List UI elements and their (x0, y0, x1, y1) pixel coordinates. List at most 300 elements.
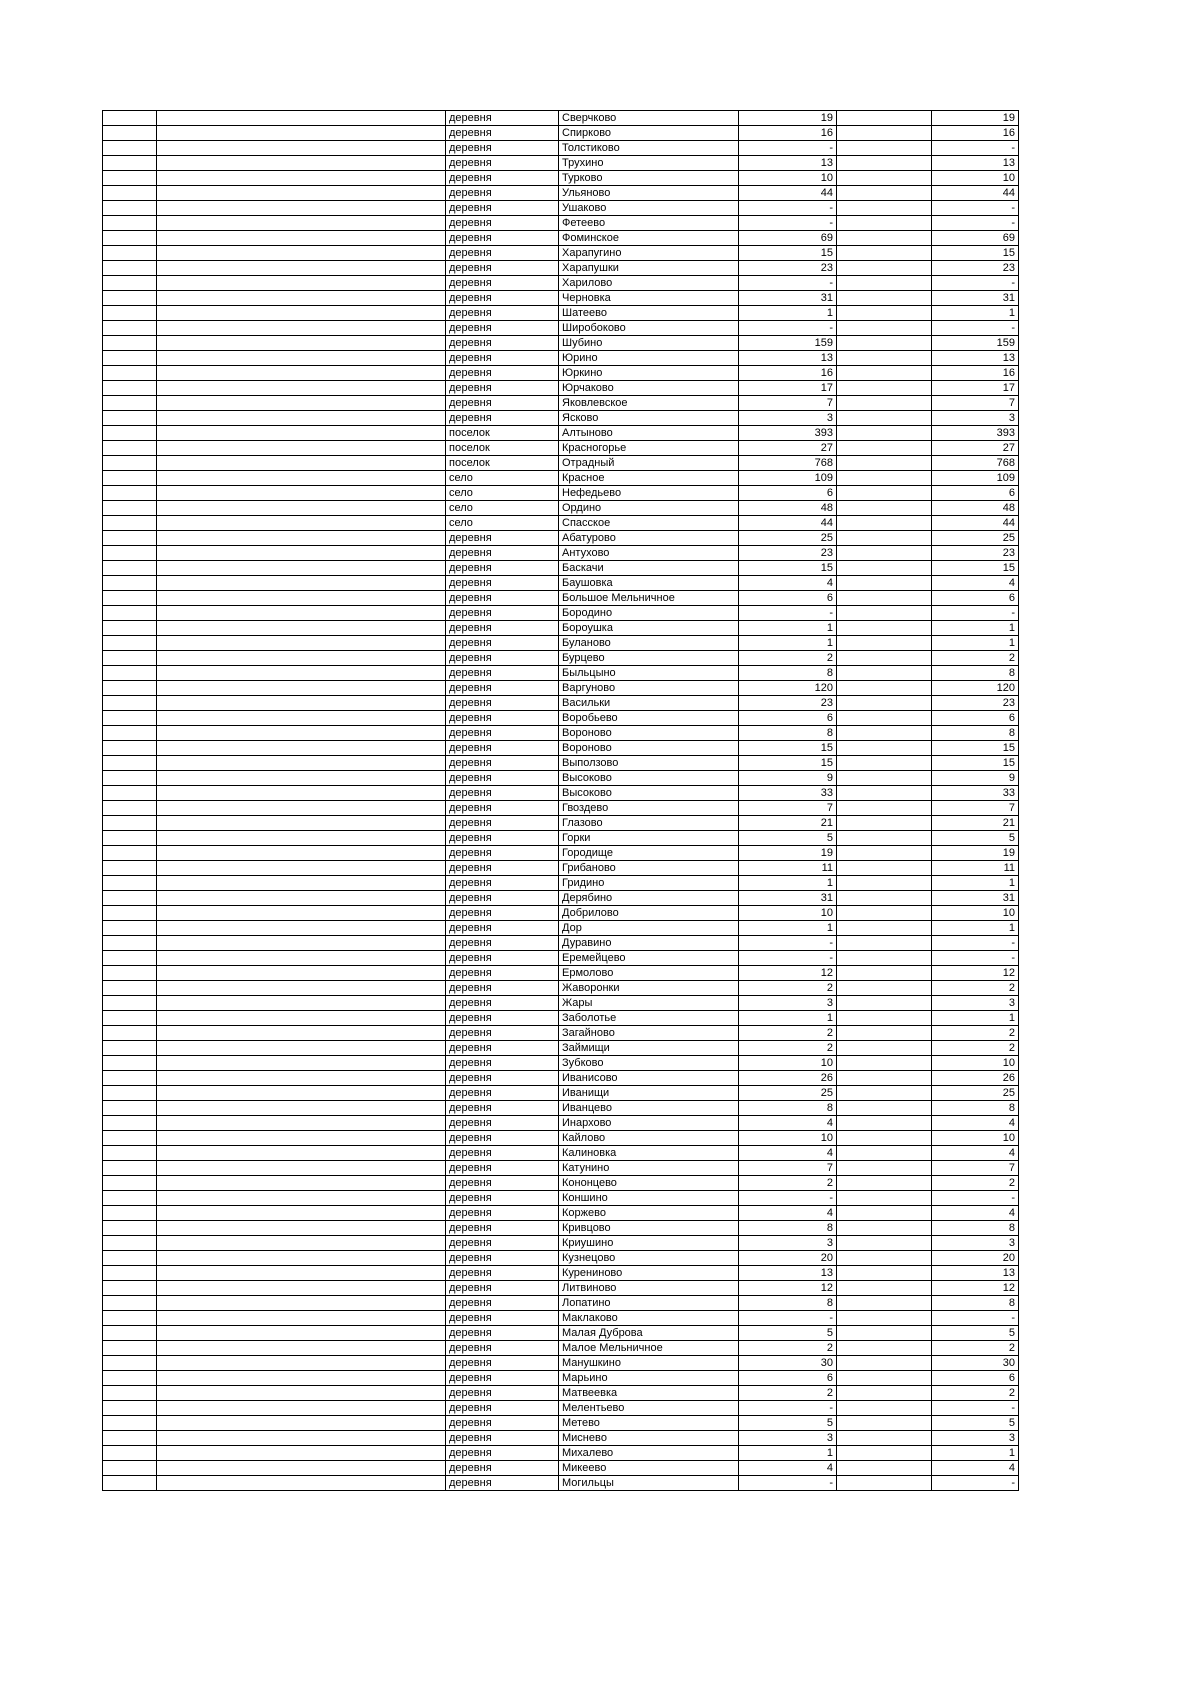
row-blank-cell (157, 126, 446, 141)
row-blank-cell (157, 1431, 446, 1446)
settlement-name-cell: Воробьево (559, 711, 739, 726)
settlement-type-cell: деревня (446, 711, 559, 726)
row-blank-cell (103, 1146, 157, 1161)
row-blank-cell (837, 246, 932, 261)
settlement-type-cell: деревня (446, 1266, 559, 1281)
row-blank-cell (103, 591, 157, 606)
settlement-name-cell: Иванисово (559, 1071, 739, 1086)
settlement-type-cell: деревня (446, 636, 559, 651)
settlement-type-cell: деревня (446, 201, 559, 216)
row-blank-cell (157, 561, 446, 576)
row-blank-cell (157, 1401, 446, 1416)
population-total-cell: 33 (739, 786, 837, 801)
row-blank-cell (157, 426, 446, 441)
settlement-type-cell: деревня (446, 831, 559, 846)
settlement-type-cell: деревня (446, 1371, 559, 1386)
settlement-name-cell: Ясково (559, 411, 739, 426)
population-total-cell: 5 (739, 1416, 837, 1431)
population-total-cell: 5 (739, 1326, 837, 1341)
row-blank-cell (157, 996, 446, 1011)
row-blank-cell (157, 771, 446, 786)
row-blank-cell (103, 156, 157, 171)
table-row (103, 1071, 1019, 1086)
settlement-type-cell: деревня (446, 231, 559, 246)
population-value-cell: 1 (932, 876, 1019, 891)
population-total-cell: 2 (739, 1341, 837, 1356)
row-blank-cell (103, 1461, 157, 1476)
table-row (103, 1341, 1019, 1356)
row-blank-cell (837, 501, 932, 516)
settlement-name-cell: Красногорье (559, 441, 739, 456)
settlements-table (102, 110, 1019, 1491)
row-blank-cell (837, 741, 932, 756)
row-blank-cell (103, 1176, 157, 1191)
row-blank-cell (837, 171, 932, 186)
row-blank-cell (103, 1116, 157, 1131)
settlement-type-cell: деревня (446, 966, 559, 981)
settlement-type-cell: деревня (446, 1416, 559, 1431)
row-blank-cell (837, 366, 932, 381)
population-total-cell: 23 (739, 696, 837, 711)
settlement-type-cell: деревня (446, 1146, 559, 1161)
table-row (103, 561, 1019, 576)
row-blank-cell (157, 351, 446, 366)
settlement-type-cell: деревня (446, 1251, 559, 1266)
settlement-name-cell: Загайново (559, 1026, 739, 1041)
population-value-cell: 2 (932, 1341, 1019, 1356)
settlement-type-cell: деревня (446, 1326, 559, 1341)
settlement-name-cell: Спирково (559, 126, 739, 141)
population-total-cell: 4 (739, 1116, 837, 1131)
row-blank-cell (837, 261, 932, 276)
table-row (103, 126, 1019, 141)
settlement-type-cell: деревня (446, 1311, 559, 1326)
settlement-type-cell: деревня (446, 651, 559, 666)
row-blank-cell (157, 111, 446, 126)
row-blank-cell (837, 351, 932, 366)
table-row (103, 171, 1019, 186)
table-row (103, 1431, 1019, 1446)
population-total-cell: 4 (739, 576, 837, 591)
row-blank-cell (103, 981, 157, 996)
population-value-cell: 4 (932, 1461, 1019, 1476)
population-value-cell: 8 (932, 1221, 1019, 1236)
row-blank-cell (157, 1086, 446, 1101)
settlement-type-cell: деревня (446, 366, 559, 381)
table-row (103, 366, 1019, 381)
table-row (103, 981, 1019, 996)
row-blank-cell (157, 966, 446, 981)
table-row (103, 1476, 1019, 1491)
settlement-type-cell: деревня (446, 816, 559, 831)
table-row (103, 156, 1019, 171)
population-total-cell: 10 (739, 1056, 837, 1071)
population-value-cell: 109 (932, 471, 1019, 486)
settlement-type-cell: деревня (446, 1131, 559, 1146)
row-blank-cell (157, 1191, 446, 1206)
settlement-type-cell: деревня (446, 1281, 559, 1296)
settlement-type-cell: деревня (446, 546, 559, 561)
settlement-type-cell: деревня (446, 276, 559, 291)
population-total-cell: 4 (739, 1461, 837, 1476)
row-blank-cell (837, 1101, 932, 1116)
row-blank-cell (157, 1236, 446, 1251)
row-blank-cell (157, 291, 446, 306)
population-value-cell: 1 (932, 621, 1019, 636)
row-blank-cell (157, 951, 446, 966)
population-value-cell: 11 (932, 861, 1019, 876)
table-row (103, 1401, 1019, 1416)
row-blank-cell (157, 921, 446, 936)
settlement-name-cell: Еремейцево (559, 951, 739, 966)
population-total-cell: 10 (739, 906, 837, 921)
table-row (103, 1386, 1019, 1401)
population-value-cell: 1 (932, 921, 1019, 936)
settlement-type-cell: деревня (446, 1461, 559, 1476)
row-blank-cell (837, 831, 932, 846)
population-value-cell: 20 (932, 1251, 1019, 1266)
table-row (103, 456, 1019, 471)
table-row (103, 1236, 1019, 1251)
settlement-type-cell: село (446, 471, 559, 486)
row-blank-cell (103, 276, 157, 291)
settlement-type-cell: деревня (446, 801, 559, 816)
population-total-cell: 3 (739, 996, 837, 1011)
settlement-type-cell: деревня (446, 351, 559, 366)
settlement-type-cell: деревня (446, 861, 559, 876)
row-blank-cell (157, 201, 446, 216)
row-blank-cell (837, 816, 932, 831)
population-value-cell: 44 (932, 516, 1019, 531)
row-blank-cell (103, 1026, 157, 1041)
row-blank-cell (103, 756, 157, 771)
row-blank-cell (157, 786, 446, 801)
population-total-cell: 3 (739, 411, 837, 426)
table-row (103, 1011, 1019, 1026)
population-total-cell: 8 (739, 1221, 837, 1236)
settlement-type-cell: деревня (446, 306, 559, 321)
row-blank-cell (837, 801, 932, 816)
settlement-type-cell: деревня (446, 141, 559, 156)
table-row (103, 351, 1019, 366)
settlement-type-cell: деревня (446, 111, 559, 126)
row-blank-cell (157, 516, 446, 531)
row-blank-cell (157, 1281, 446, 1296)
population-total-cell: 12 (739, 966, 837, 981)
population-total-cell: 2 (739, 981, 837, 996)
settlement-name-cell: Вороново (559, 726, 739, 741)
row-blank-cell (837, 1296, 932, 1311)
row-blank-cell (837, 1251, 932, 1266)
table-row (103, 1461, 1019, 1476)
row-blank-cell (103, 696, 157, 711)
settlement-type-cell: поселок (446, 456, 559, 471)
settlement-type-cell: деревня (446, 186, 559, 201)
settlement-type-cell: деревня (446, 1176, 559, 1191)
population-total-cell: - (739, 1311, 837, 1326)
settlement-type-cell: деревня (446, 606, 559, 621)
population-value-cell: 15 (932, 741, 1019, 756)
settlement-type-cell: деревня (446, 741, 559, 756)
population-total-cell: 2 (739, 1176, 837, 1191)
row-blank-cell (103, 216, 157, 231)
row-blank-cell (837, 1086, 932, 1101)
population-value-cell: 27 (932, 441, 1019, 456)
table-row (103, 1176, 1019, 1191)
population-total-cell: 8 (739, 1296, 837, 1311)
settlement-name-cell: Выползово (559, 756, 739, 771)
settlement-type-cell: поселок (446, 426, 559, 441)
row-blank-cell (837, 891, 932, 906)
population-value-cell: - (932, 606, 1019, 621)
settlement-name-cell: Матвеевка (559, 1386, 739, 1401)
settlement-type-cell: деревня (446, 381, 559, 396)
population-total-cell: 13 (739, 351, 837, 366)
row-blank-cell (103, 1071, 157, 1086)
row-blank-cell (103, 636, 157, 651)
population-value-cell: 6 (932, 486, 1019, 501)
row-blank-cell (837, 1071, 932, 1086)
row-blank-cell (837, 996, 932, 1011)
population-value-cell: 10 (932, 171, 1019, 186)
row-blank-cell (157, 1461, 446, 1476)
row-blank-cell (157, 906, 446, 921)
row-blank-cell (157, 546, 446, 561)
population-value-cell: 15 (932, 561, 1019, 576)
population-value-cell: 8 (932, 1296, 1019, 1311)
row-blank-cell (157, 876, 446, 891)
population-total-cell: 7 (739, 1161, 837, 1176)
settlement-type-cell: деревня (446, 411, 559, 426)
settlement-name-cell: Городище (559, 846, 739, 861)
row-blank-cell (103, 576, 157, 591)
table-row (103, 1146, 1019, 1161)
settlement-type-cell: деревня (446, 1386, 559, 1401)
row-blank-cell (837, 1056, 932, 1071)
row-blank-cell (157, 981, 446, 996)
row-blank-cell (103, 1191, 157, 1206)
settlement-type-cell: деревня (446, 1011, 559, 1026)
table-row (103, 1356, 1019, 1371)
row-blank-cell (837, 1461, 932, 1476)
settlement-type-cell: деревня (446, 561, 559, 576)
population-total-cell: 8 (739, 666, 837, 681)
population-value-cell: 3 (932, 1431, 1019, 1446)
settlement-name-cell: Вороново (559, 741, 739, 756)
row-blank-cell (157, 1341, 446, 1356)
population-total-cell: 69 (739, 231, 837, 246)
row-blank-cell (837, 1191, 932, 1206)
settlement-name-cell: Манушкино (559, 1356, 739, 1371)
population-total-cell: 2 (739, 651, 837, 666)
population-total-cell: 9 (739, 771, 837, 786)
settlement-type-cell: деревня (446, 1356, 559, 1371)
row-blank-cell (103, 231, 157, 246)
row-blank-cell (837, 1281, 932, 1296)
settlement-type-cell: деревня (446, 726, 559, 741)
population-total-cell: 6 (739, 591, 837, 606)
row-blank-cell (157, 366, 446, 381)
table-row (103, 231, 1019, 246)
settlement-name-cell: Марьино (559, 1371, 739, 1386)
table-row (103, 261, 1019, 276)
population-value-cell: 3 (932, 1236, 1019, 1251)
row-blank-cell (157, 1026, 446, 1041)
settlement-type-cell: деревня (446, 1476, 559, 1491)
population-value-cell: 21 (932, 816, 1019, 831)
row-blank-cell (103, 351, 157, 366)
table-row (103, 471, 1019, 486)
row-blank-cell (837, 216, 932, 231)
row-blank-cell (103, 966, 157, 981)
population-value-cell: 159 (932, 336, 1019, 351)
row-blank-cell (157, 261, 446, 276)
table-row (103, 576, 1019, 591)
population-total-cell: 1 (739, 1011, 837, 1026)
table-row (103, 816, 1019, 831)
settlement-name-cell: Глазово (559, 816, 739, 831)
row-blank-cell (103, 111, 157, 126)
settlement-type-cell: деревня (446, 216, 559, 231)
population-value-cell: 48 (932, 501, 1019, 516)
row-blank-cell (837, 291, 932, 306)
row-blank-cell (837, 336, 932, 351)
population-total-cell: 20 (739, 1251, 837, 1266)
table-row (103, 741, 1019, 756)
population-value-cell: 1 (932, 636, 1019, 651)
table-row (103, 441, 1019, 456)
table-row (103, 246, 1019, 261)
row-blank-cell (837, 411, 932, 426)
row-blank-cell (157, 1011, 446, 1026)
settlement-name-cell: Юрчаково (559, 381, 739, 396)
settlement-name-cell: Малое Мельничное (559, 1341, 739, 1356)
settlement-type-cell: деревня (446, 996, 559, 1011)
row-blank-cell (837, 471, 932, 486)
settlement-name-cell: Коржево (559, 1206, 739, 1221)
row-blank-cell (837, 546, 932, 561)
table-row (103, 486, 1019, 501)
population-value-cell: 25 (932, 1086, 1019, 1101)
settlement-type-cell: деревня (446, 1191, 559, 1206)
row-blank-cell (103, 1236, 157, 1251)
population-total-cell: 44 (739, 516, 837, 531)
row-blank-cell (103, 411, 157, 426)
settlement-name-cell: Широбоково (559, 321, 739, 336)
table-row (103, 1266, 1019, 1281)
population-total-cell: 6 (739, 486, 837, 501)
population-value-cell: 3 (932, 411, 1019, 426)
row-blank-cell (103, 846, 157, 861)
row-blank-cell (157, 741, 446, 756)
settlement-name-cell: Литвиново (559, 1281, 739, 1296)
table-row (103, 1116, 1019, 1131)
population-total-cell: 13 (739, 1266, 837, 1281)
row-blank-cell (103, 1131, 157, 1146)
population-value-cell: 19 (932, 846, 1019, 861)
settlement-type-cell: деревня (446, 951, 559, 966)
row-blank-cell (103, 606, 157, 621)
row-blank-cell (157, 486, 446, 501)
settlement-name-cell: Михалево (559, 1446, 739, 1461)
row-blank-cell (837, 1311, 932, 1326)
row-blank-cell (837, 1326, 932, 1341)
row-blank-cell (103, 1221, 157, 1236)
row-blank-cell (157, 441, 446, 456)
row-blank-cell (103, 951, 157, 966)
population-value-cell: - (932, 936, 1019, 951)
population-value-cell: 8 (932, 1101, 1019, 1116)
row-blank-cell (837, 1386, 932, 1401)
population-value-cell: 393 (932, 426, 1019, 441)
row-blank-cell (103, 1476, 157, 1491)
row-blank-cell (103, 1101, 157, 1116)
table-body (103, 111, 1019, 1491)
settlement-name-cell: Быльцыно (559, 666, 739, 681)
table-row (103, 396, 1019, 411)
row-blank-cell (157, 1131, 446, 1146)
row-blank-cell (837, 951, 932, 966)
population-total-cell: 16 (739, 126, 837, 141)
row-blank-cell (103, 1416, 157, 1431)
population-value-cell: 69 (932, 231, 1019, 246)
settlement-name-cell: Ордино (559, 501, 739, 516)
row-blank-cell (157, 531, 446, 546)
table-row (103, 681, 1019, 696)
settlement-name-cell: Харапугино (559, 246, 739, 261)
table-row (103, 1281, 1019, 1296)
settlement-name-cell: Кузнецово (559, 1251, 739, 1266)
settlement-name-cell: Сверчково (559, 111, 739, 126)
population-value-cell: 13 (932, 351, 1019, 366)
settlement-name-cell: Курениново (559, 1266, 739, 1281)
table-row (103, 831, 1019, 846)
row-blank-cell (837, 1206, 932, 1221)
row-blank-cell (837, 201, 932, 216)
row-blank-cell (837, 636, 932, 651)
settlement-type-cell: деревня (446, 1296, 559, 1311)
population-total-cell: 7 (739, 801, 837, 816)
population-value-cell: - (932, 951, 1019, 966)
table-row (103, 786, 1019, 801)
population-value-cell: - (932, 276, 1019, 291)
row-blank-cell (837, 606, 932, 621)
row-blank-cell (157, 1071, 446, 1086)
population-value-cell: - (932, 216, 1019, 231)
population-value-cell: 10 (932, 906, 1019, 921)
population-total-cell: - (739, 216, 837, 231)
row-blank-cell (157, 321, 446, 336)
population-value-cell: 31 (932, 291, 1019, 306)
population-total-cell: 159 (739, 336, 837, 351)
population-value-cell: 6 (932, 591, 1019, 606)
row-blank-cell (103, 471, 157, 486)
row-blank-cell (157, 501, 446, 516)
row-blank-cell (157, 1041, 446, 1056)
row-blank-cell (157, 636, 446, 651)
settlement-type-cell: деревня (446, 126, 559, 141)
row-blank-cell (103, 291, 157, 306)
settlement-name-cell: Черновка (559, 291, 739, 306)
row-blank-cell (103, 831, 157, 846)
settlement-name-cell: Мисневo (559, 1431, 739, 1446)
row-blank-cell (103, 1371, 157, 1386)
population-value-cell: 4 (932, 576, 1019, 591)
population-total-cell: 109 (739, 471, 837, 486)
row-blank-cell (837, 1221, 932, 1236)
settlement-type-cell: деревня (446, 696, 559, 711)
settlement-type-cell: деревня (446, 1026, 559, 1041)
